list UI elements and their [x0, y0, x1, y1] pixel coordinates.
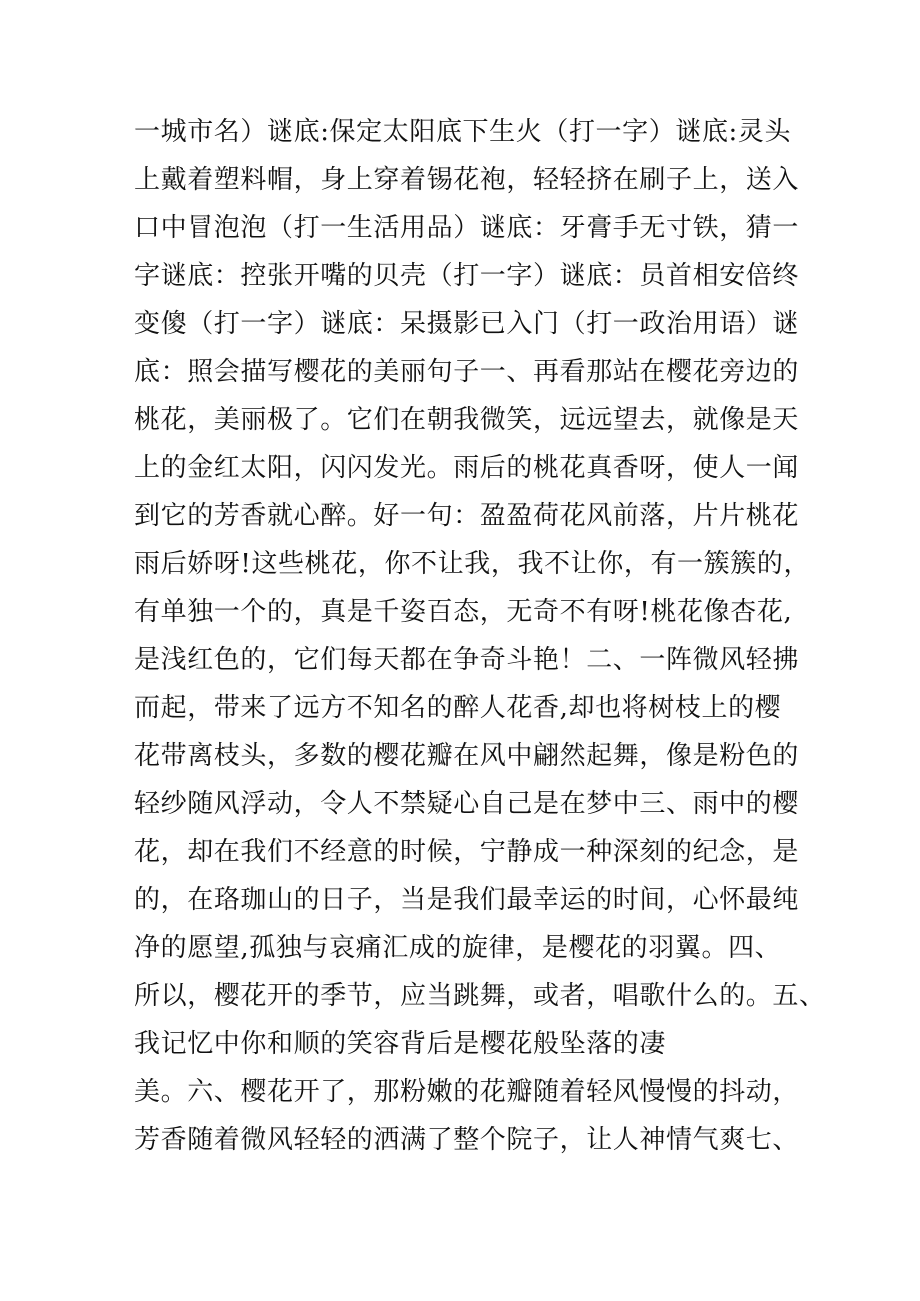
text-line: 净的愿望,孤独与哀痛汇成的旋律，是樱花的羽翼。四、 [134, 933, 782, 963]
text-line: 芳香随着微风轻轻的洒满了整个院子，让人神情气爽七、 [134, 1125, 800, 1155]
text-line: 的，在珞珈山的日子，当是我们最幸运的时间，心怀最纯 [134, 885, 800, 915]
text-line: 口中冒泡泡（打一生活用品）谜底：牙膏手无寸铁，猜一 [134, 213, 800, 243]
text-line: 我记忆中你和顺的笑容背后是樱花般坠落的凄 [134, 1029, 667, 1059]
text-line: 一城市名）谜底:保定太阳底下生火（打一字）谜底:灵头 [134, 117, 792, 147]
text-line: 变傻（打一字）谜底：呆摄影已入门（打一政治用语）谜 [134, 309, 800, 339]
text-line: 花，却在我们不经意的时候，宁静成一种深刻的纪念，是 [134, 837, 800, 867]
text-line: 花带离枝头，多数的樱花瓣在风中翩然起舞，像是粉色的 [134, 741, 800, 771]
text-line: 有单独一个的，真是千姿百态，无奇不有呀!桃花像杏花, [134, 597, 793, 627]
body-text [134, 108, 826, 1164]
text-line: 而起，带来了远方不知名的醉人花香,却也将树枝上的樱 [134, 693, 782, 723]
text-line: 是浅红色的，它们每天都在争奇斗艳！二、一阵微风轻拂 [134, 645, 800, 675]
text-line: 到它的芳香就心醉。好一句：盈盈荷花风前落，片片桃花 [134, 501, 800, 531]
text-line: 上戴着塑料帽，身上穿着锡花袍，轻轻挤在刷子上，送入 [134, 165, 800, 195]
text-line: 美。六、樱花开了，那粉嫩的花瓣随着轻风慢慢的抖动， [134, 1077, 800, 1107]
text-line: 轻纱随风浮动，令人不禁疑心自己是在梦中三、雨中的樱 [134, 789, 800, 819]
text-line: 底：照会描写樱花的美丽句子一、再看那站在樱花旁边的 [134, 357, 800, 387]
text-line: 字谜底：控张开嘴的贝壳（打一字）谜底：员首相安倍终 [134, 261, 800, 291]
text-line: 所以，樱花开的季节，应当跳舞，或者，唱歌什么的。五、 [134, 981, 826, 1011]
text-line: 雨后娇呀!这些桃花，你不让我，我不让你，有一簇簇的， [134, 549, 811, 579]
text-line: 上的金红太阳，闪闪发光。雨后的桃花真香呀，使人一闻 [134, 453, 800, 483]
text-line: 桃花，美丽极了。它们在朝我微笑，远远望去，就像是天 [134, 405, 800, 435]
